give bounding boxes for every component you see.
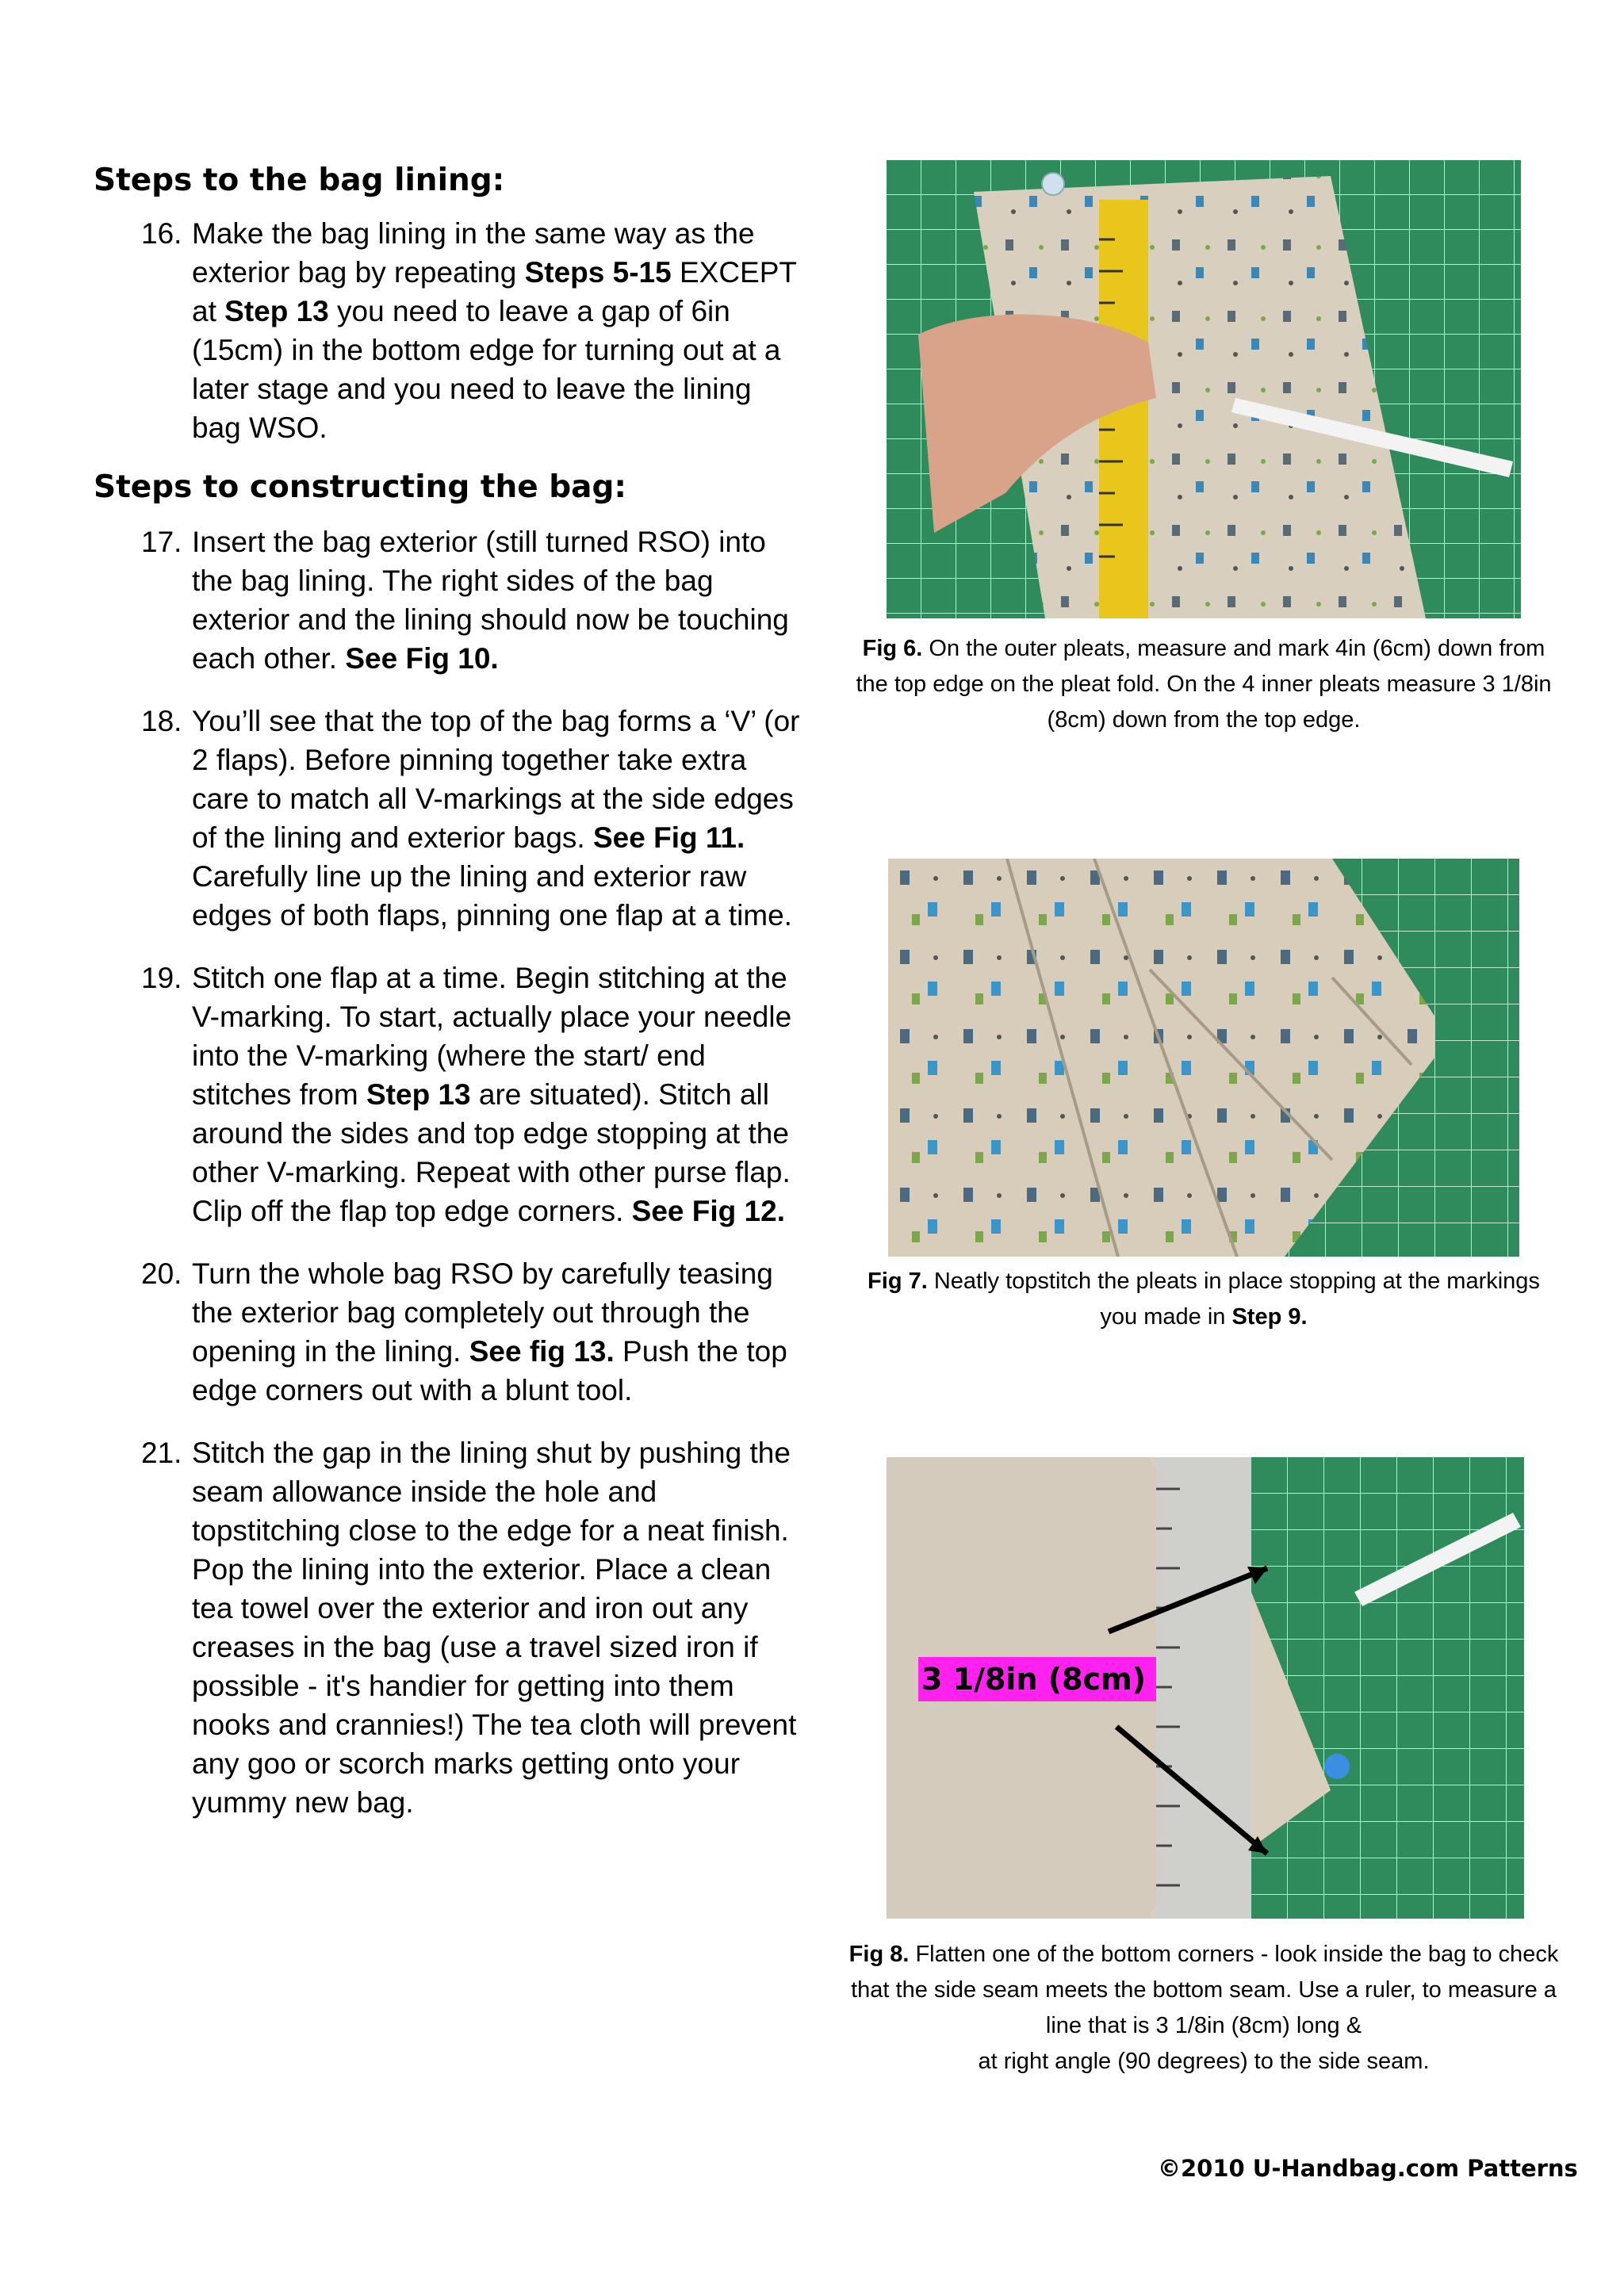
step-20: 20. Turn the whole bag RSO by carefully teasing the exterior bag completely out through the opening in the lining. See fig 13. Push the top edge corners out with a blunt tool.: [94, 1254, 807, 1410]
step-bold-ref: See Fig 10.: [345, 641, 499, 675]
step-bold-ref: See Fig 11.: [593, 821, 745, 854]
instructions-column: [94, 163, 807, 1822]
step-number: 18.: [141, 704, 182, 737]
step-number: 19.: [141, 961, 182, 994]
fig6-photo: [887, 160, 1521, 618]
heading-bag-lining: Steps to the bag lining:: [94, 163, 505, 198]
step-bold-ref: Step 13: [366, 1077, 471, 1111]
step-number: 16.: [141, 216, 182, 250]
step-bold-ref: See fig 13.: [469, 1334, 615, 1368]
steps-lining-list: [94, 214, 807, 447]
step-19: 19. Stitch one flap at a time. Begin stitching at the V-marking. To start, actually place your needle into the V-marking (where the start/ end stitches from Step 13 are situated). Stitch all around the sides and top edge stopping at the other V-marking. Repeat with other purse flap. Clip off the flap top edge corners. See Fig 12.: [94, 959, 807, 1230]
step-number: 20.: [141, 1257, 182, 1290]
fig6-caption: Fig 6. On the outer pleats, measure and mark 4in (6cm) down from the top edge on the pleat fold. On the 4 inner pleats measure 3 1/8in (8cm) down from the top edge.: [856, 636, 1552, 733]
step-16: 16. Make the bag lining in the same way as the exterior bag by repeating Steps 5-15 EXCEPT at Step 13 you need to leave a gap of 6in (15cm) in the bottom edge for turning out at a later stage and you need to leave the lining bag WSO.: [94, 214, 807, 447]
fig7-caption: Fig 7. Neatly topstitch the pleats in place stopping at the markings you made in Step 9.: [868, 1269, 1540, 1330]
step-number: 17.: [141, 525, 182, 558]
step-17: 17. Insert the bag exterior (still turned RSO) into the bag lining. The right sides of the bag exterior and the lining should now be touching each other. See Fig 10.: [94, 522, 807, 678]
step-bold-ref: Steps 5-15: [524, 255, 672, 289]
step-18: 18. You’ll see that the top of the bag forms a ‘V’ (or 2 flaps). Before pinning together take extra care to match all V-markings at the side edges of the lining and exterior bags. See Fig 11. Carefully line up the lining and exterior raw edges of both flaps, pinning one flap at a time.: [94, 702, 807, 935]
step-21: 21. Stitch the gap in the lining shut by pushing the seam allowance inside the hole and topstitching close to the edge for a neat finish. Pop the lining into the exterior. Place a clean tea towel over the exterior and iron out any creases in the bag (use a travel sized iron if possible - it's handier for getting into them nooks and crannies!) The tea cloth will prevent any goo or scorch marks getting onto your yummy new bag.: [94, 1433, 807, 1822]
steps-construct-list: [94, 522, 807, 1822]
fig8-photo: [887, 1457, 1524, 1919]
step-bold-ref: Step 13: [224, 294, 329, 327]
fig7-photo: [888, 859, 1519, 1257]
step-number: 21.: [141, 1436, 182, 1469]
fig8-caption: Fig 8. Flatten one of the bottom corners - look inside the bag to check that the side seam meets the bottom seam. Use a ruler, to measure a line that is 3 1/8in (8cm) long & at right angle (90 degrees) to the side seam.: [848, 1942, 1559, 2074]
step-bold-ref: See Fig 12.: [631, 1194, 785, 1227]
heading-constructing: Steps to constructing the bag:: [94, 469, 627, 505]
fig8-overlay-label: 3 1/8in (8cm): [921, 1662, 1147, 1697]
copyright-footer: ©2010 U-Handbag.com Patterns: [1158, 2155, 1578, 2182]
